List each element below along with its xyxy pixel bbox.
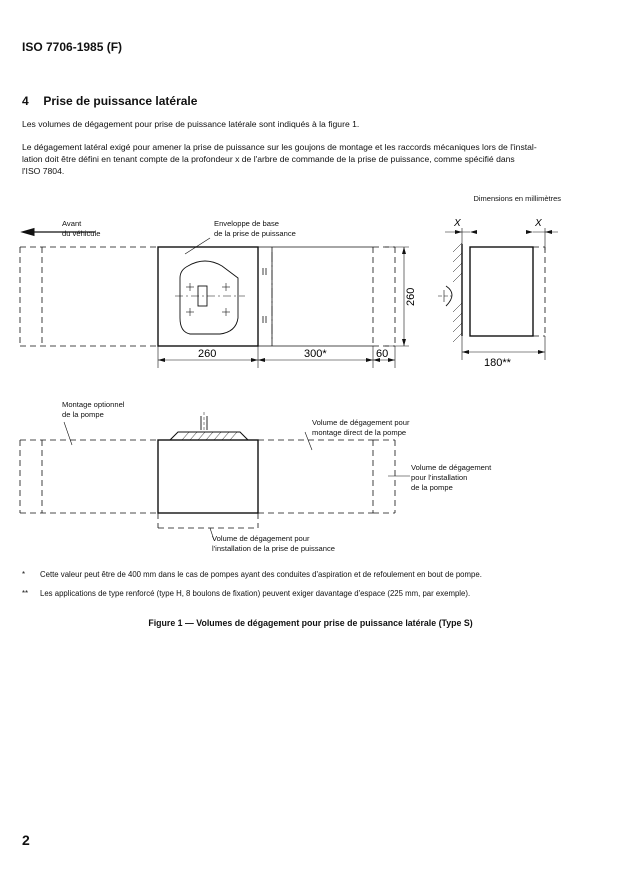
page-number: 2 [22, 832, 30, 848]
figure-caption: Figure 1 — Volumes de dégagement pour prise de puissance latérale (Type S) [148, 618, 473, 628]
dim-260-vertical: 260 [405, 287, 417, 306]
dim-x-left: X [454, 218, 461, 229]
label-envelope [214, 219, 296, 239]
label-front-line-1: Avant [62, 219, 82, 228]
label-pump-install [411, 463, 491, 493]
label-install-line-2: pour l'installation [411, 473, 468, 482]
dim-180: 180** [484, 357, 511, 369]
label-pump-line-2: de la pompe [62, 410, 104, 419]
label-pto-line-1: Volume de dégagement pour [212, 534, 310, 543]
label-direct-line-2: montage direct de la pompe [312, 428, 407, 437]
footnote-1-mark: * [22, 570, 26, 579]
pto-envelope-rect [158, 247, 258, 346]
document-header: ISO 7706-1985 (F) [22, 40, 123, 54]
pto-flange [180, 261, 238, 334]
label-direct-line-1: Volume de dégagement pour [312, 418, 410, 427]
label-pto-line-2: l'installation de la prise de puissance [212, 544, 336, 553]
front-arrow-head [22, 229, 34, 236]
footnote-2-mark: ** [22, 589, 29, 598]
paragraph-1: Les volumes de dégagement pour prise de puissance latérale sont indiqués à la figure 1. [22, 119, 360, 129]
dim-60: 60 [376, 348, 389, 360]
units-note: Dimensions en millimètres [473, 194, 561, 203]
label-direct-mount [312, 418, 410, 438]
bottom-pto-rect [158, 440, 258, 513]
label-install-line-1: Volume de dégagement [411, 463, 492, 472]
footnote-2 [22, 588, 582, 599]
label-envelope-line-1: Enveloppe de base [214, 219, 280, 228]
dim-260-horizontal: 260 [198, 348, 217, 360]
label-pump-optional [62, 400, 125, 420]
label-front-line-2: du véhicule [62, 229, 101, 238]
paragraph-2-line-3: l'ISO 7804. [22, 166, 65, 176]
paragraph-2-line-1: Le dégagement latéral exigé pour amener la prise de puissance sur les goujons de montage et les raccords mécaniques lors de l'instal- [22, 142, 537, 152]
footnote-2-text: Les applications de type renforcé (type H, 8 boulons de fixation) peuvent exiger davantage d'espace (225 mm, par exemple). [40, 589, 471, 598]
footnote-1-text: Cette valeur peut être de 400 mm dans le cas de pompes ayant des conduites d'aspiration et de refoulement en bout de pompe. [40, 570, 482, 579]
label-pump-line-1: Montage optionnel [62, 400, 125, 409]
section-number: 4 [22, 94, 29, 108]
section-title: Prise de puissance latérale [43, 94, 198, 108]
dim-x-right: X [535, 218, 542, 229]
label-envelope-line-2: de la prise de puissance [214, 229, 296, 238]
label-front [62, 219, 100, 239]
label-install-line-3: de la pompe [411, 483, 453, 492]
dim-300: 300* [304, 348, 327, 360]
label-pto-install [212, 534, 335, 554]
side-view-rect [470, 247, 533, 336]
paragraph-2-line-2: lation doit être défini en tenant compte de la profondeur x de l'arbre de commande de la prise de puissance, comme spécifié dans [22, 154, 515, 164]
footnote-1 [22, 569, 582, 580]
